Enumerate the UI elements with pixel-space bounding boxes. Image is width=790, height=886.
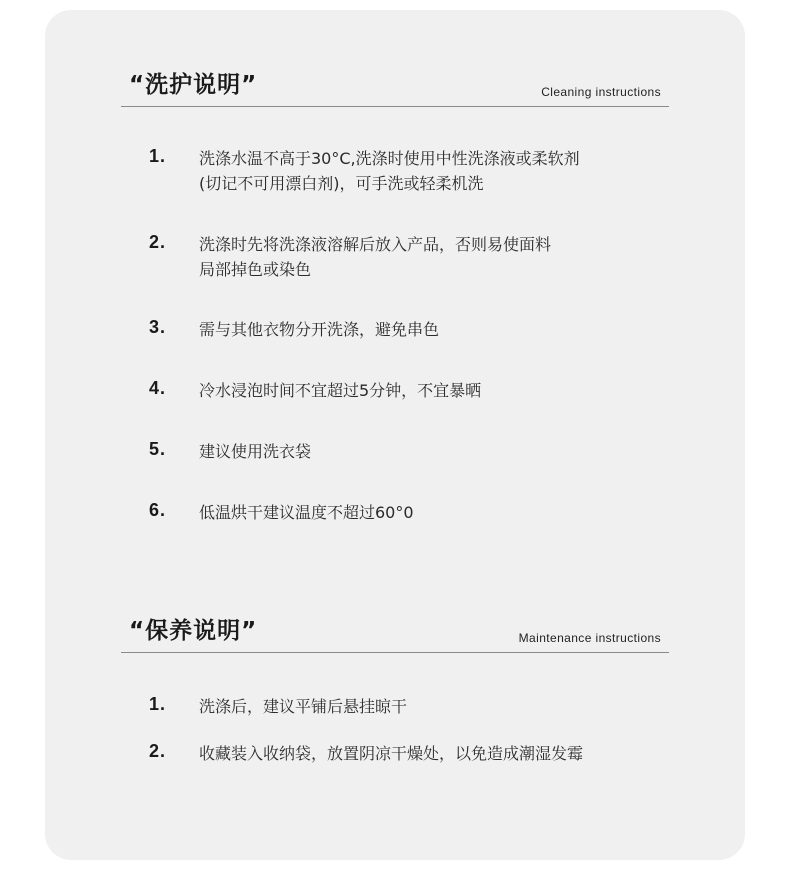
cleaning-section-header (121, 66, 669, 107)
item-text (199, 317, 679, 342)
item-number: 2. (149, 232, 167, 252)
maintenance-section-title: “保养说明” (129, 618, 258, 644)
item-line: 局部掉色或染色 (199, 260, 312, 279)
item-text (199, 439, 679, 464)
maintenance-section-subtitle: Maintenance instructions (518, 631, 661, 645)
instructions-card (45, 10, 745, 860)
item-line: 需与其他衣物分开洗涤，避免串色 (199, 320, 440, 339)
item-text (199, 146, 679, 196)
item-text (199, 694, 679, 719)
item-number: 6. (149, 500, 167, 520)
item-line: 洗涤后，建议平铺后悬挂晾干 (199, 697, 408, 716)
item-line: 洗涤水温不高于30°C,洗涤时使用中性洗涤液或柔软剂 (199, 149, 580, 168)
item-line: (切记不可用漂白剂)，可手洗或轻柔机洗 (199, 174, 484, 193)
cleaning-section-title: “洗护说明” (129, 72, 258, 98)
item-line: 低温烘干建议温度不超过60°0 (199, 503, 414, 522)
item-line: 冷水浸泡时间不宜超过5分钟，不宜暴晒 (199, 381, 482, 400)
item-line: 洗涤时先将洗涤液溶解后放入产品，否则易使面料 (199, 235, 552, 254)
item-text (199, 741, 679, 766)
item-line: 收藏装入收纳袋，放置阴凉干燥处，以免造成潮湿发霉 (199, 744, 584, 763)
item-text (199, 232, 679, 282)
maintenance-section-header (121, 612, 669, 653)
item-text (199, 378, 679, 403)
item-number: 1. (149, 694, 167, 714)
item-number: 4. (149, 378, 167, 398)
item-number: 5. (149, 439, 167, 459)
item-number: 2. (149, 741, 167, 761)
cleaning-section-subtitle: Cleaning instructions (541, 85, 661, 99)
item-number: 3. (149, 317, 167, 337)
item-text (199, 500, 679, 525)
item-number: 1. (149, 146, 167, 166)
item-line: 建议使用洗衣袋 (199, 442, 312, 461)
